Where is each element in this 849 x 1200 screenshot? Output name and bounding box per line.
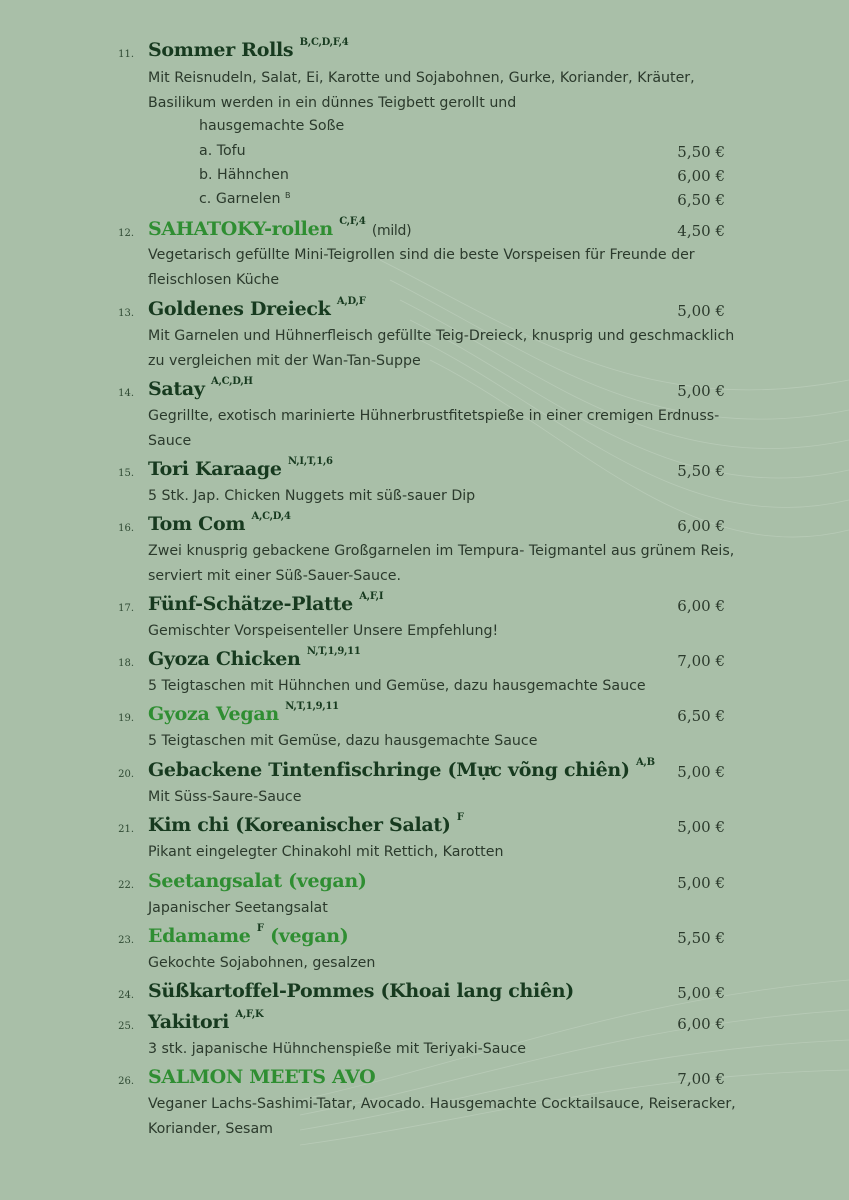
item-title: SAHATOKY-rollen $^{C,F,4}$ (mild) bbox=[148, 216, 412, 240]
item-description: Mit Süss-Saure-Sauce bbox=[148, 789, 302, 805]
item-number: 12. bbox=[118, 228, 134, 239]
item-title: Sommer Rolls $^{B,C,D,F,4}$ bbox=[148, 37, 349, 61]
item-price: 6,00 € bbox=[677, 597, 725, 615]
item-price: 5,50 € bbox=[677, 929, 725, 947]
item-number: 25. bbox=[118, 1021, 134, 1032]
item-description: 3 stk. japanische Hühnchenspieße mit Teriyaki-Sauce bbox=[148, 1041, 526, 1057]
item-title: Gebackene Tintenfischringe (Mực võng chiên) $^{A,B}$ bbox=[148, 757, 655, 781]
item-title: Gyoza Chicken $^{N,T,1,9,11}$ bbox=[148, 646, 361, 670]
item-number: 24. bbox=[118, 990, 134, 1001]
item-number: 22. bbox=[118, 880, 134, 891]
item-number: 17. bbox=[118, 603, 134, 614]
item-number: 16. bbox=[118, 523, 134, 534]
item-description: 5 Stk. Jap. Chicken Nuggets mit süß-sauer Dip bbox=[148, 488, 476, 504]
item-price: 7,00 € bbox=[677, 652, 725, 670]
item-number: 15. bbox=[118, 468, 134, 479]
item-title: Tom Com $^{A,C,D,4}$ bbox=[148, 511, 291, 535]
item-number: 19. bbox=[118, 713, 134, 724]
item-title: Edamame $^F$ (vegan) bbox=[148, 923, 349, 947]
variant-label: a. Tofu bbox=[199, 143, 246, 159]
item-description: Gekochte Sojabohnen, gesalzen bbox=[148, 955, 376, 971]
item-title: Tori Karaage $^{N,I,T,1,6}$ bbox=[148, 456, 333, 480]
item-title: Yakitori $^{A,F,K}$ bbox=[148, 1009, 264, 1033]
item-number: 14. bbox=[118, 388, 134, 399]
item-price: 5,50 € bbox=[677, 462, 725, 480]
item-description: Gegrillte, exotisch marinierte Hühnerbrustfitetspieße in einer cremigen Erdnuss-Sauce bbox=[148, 408, 720, 449]
item-price: 6,00 € bbox=[677, 1015, 725, 1033]
item-number: 26. bbox=[118, 1076, 134, 1087]
item-number: 20. bbox=[118, 769, 134, 780]
variant-price: 5,50 € bbox=[677, 143, 725, 161]
variant-price: 6,50 € bbox=[677, 191, 725, 209]
item-price: 6,50 € bbox=[677, 707, 725, 725]
item-price: 7,00 € bbox=[677, 1070, 725, 1088]
item-price: 5,00 € bbox=[677, 382, 725, 400]
item-description: 5 Teigtaschen mit Gemüse, dazu hausgemachte Sauce bbox=[148, 733, 538, 749]
item-number: 13. bbox=[118, 308, 134, 319]
item-title: Satay $^{A,C,D,H}$ bbox=[148, 376, 253, 400]
item-description: Pikant eingelegter Chinakohl mit Rettich, Karotten bbox=[148, 844, 504, 860]
item-description: Mit Reisnudeln, Salat, Ei, Karotte und Sojabohnen, Gurke, Koriander, Kräuter, Basilikum werden in ein dünnes Teigbett gerollt und bbox=[148, 70, 695, 111]
item-price: 5,00 € bbox=[677, 984, 725, 1002]
item-title: Fünf-Schätze-Platte $^{A,F,I}$ bbox=[148, 591, 384, 615]
item-description: Mit Garnelen und Hühnerfleisch gefüllte Teig-Dreieck, knusprig und geschmacklich zu vergleichen mit der Wan-Tan-Suppe bbox=[148, 328, 735, 369]
item-title: Kim chi (Koreanischer Salat) $^F$ bbox=[148, 812, 464, 836]
item-number: 23. bbox=[118, 935, 134, 946]
item-description: Zwei knusprig gebackene Großgarnelen im Tempura- Teigmantel aus grünem Reis, serviert mit einer Süß-Sauer-Sauce. bbox=[148, 543, 735, 584]
item-description-cont: hausgemachte Soße bbox=[199, 118, 345, 134]
item-price: 5,00 € bbox=[677, 818, 725, 836]
item-title: Süßkartoffel-Pommes (Khoai lang chiên) bbox=[148, 980, 574, 1002]
item-number: 21. bbox=[118, 824, 134, 835]
item-description: Veganer Lachs-Sashimi-Tatar, Avocado. Hausgemachte Cocktailsauce, Reiseracker, Koriander, Sesam bbox=[148, 1096, 736, 1137]
item-description: 5 Teigtaschen mit Hühnchen und Gemüse, dazu hausgemachte Sauce bbox=[148, 678, 646, 694]
item-title: Goldenes Dreieck $^{A,D,F}$ bbox=[148, 296, 366, 320]
item-number: 11. bbox=[118, 49, 134, 60]
item-price: 4,50 € bbox=[677, 222, 725, 240]
item-description: Vegetarisch gefüllte Mini-Teigrollen sind die beste Vorspeisen für Freunde der fleischlosen Küche bbox=[148, 247, 695, 288]
variant-label: b. Hähnchen bbox=[199, 167, 289, 183]
variant-label: c. Garnelen $^B$ bbox=[199, 191, 291, 207]
item-price: 6,00 € bbox=[677, 517, 725, 535]
variant-price: 6,00 € bbox=[677, 167, 725, 185]
item-number: 18. bbox=[118, 658, 134, 669]
allergen-codes: B,C,D,F,4 bbox=[299, 37, 349, 48]
item-description: Gemischter Vorspeisenteller Unsere Empfehlung! bbox=[148, 623, 499, 639]
item-price: 5,00 € bbox=[677, 302, 725, 320]
item-title: Gyoza Vegan $^{N,T,1,9,11}$ bbox=[148, 701, 339, 725]
item-price: 5,00 € bbox=[677, 763, 725, 781]
item-description: Japanischer Seetangsalat bbox=[148, 900, 328, 916]
item-price: 5,00 € bbox=[677, 874, 725, 892]
item-title: SALMON MEETS AVO bbox=[148, 1066, 376, 1088]
item-title: Seetangsalat (vegan) bbox=[148, 870, 367, 892]
